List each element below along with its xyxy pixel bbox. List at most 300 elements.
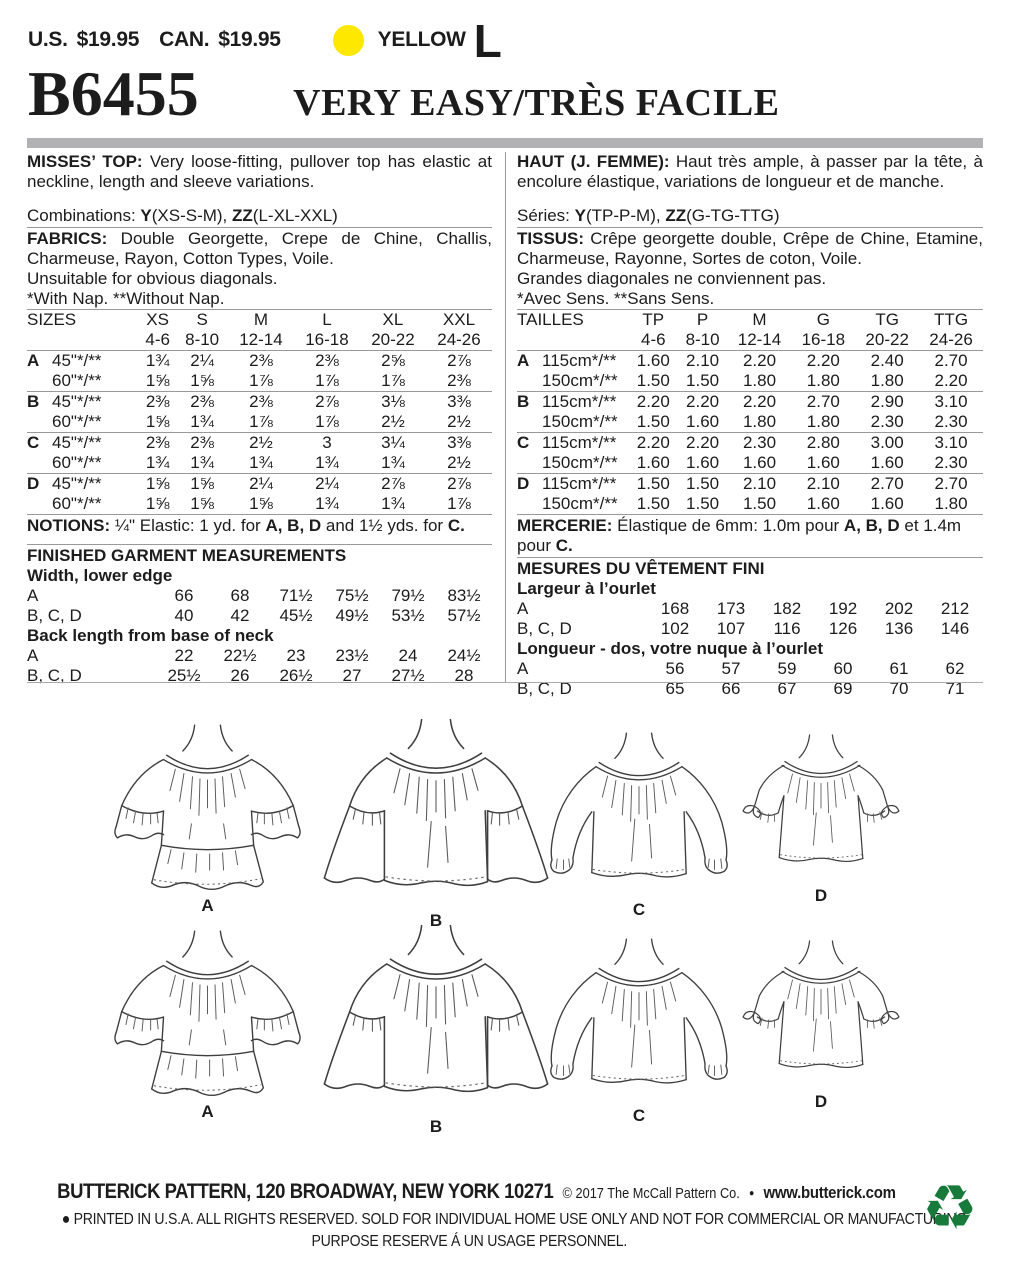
yardage-value: 1.60 xyxy=(870,494,904,513)
description-body-fr: Haut très ample, à passer par la tête, à encolure élastique, variations de longueur et de manche. xyxy=(517,152,983,191)
yardage-value: 1¾ xyxy=(145,453,170,472)
measure-row xyxy=(517,619,983,639)
measure-row-label: A xyxy=(27,586,39,605)
garment-description-en xyxy=(27,152,492,192)
yardage-value: 2.70 xyxy=(919,474,983,495)
combinations-line-en xyxy=(27,206,492,226)
yardage-value: 1.80 xyxy=(806,412,840,431)
view-c-front-illustration xyxy=(534,730,744,903)
view-letter xyxy=(27,494,52,515)
yardage-row xyxy=(27,351,492,372)
yardage-value: 2⅞ xyxy=(447,351,471,370)
view-letter: C xyxy=(27,433,52,454)
fabric-width: 60"*/** xyxy=(52,371,102,390)
yardage-value: 1⅞ xyxy=(315,371,339,390)
measure-row xyxy=(27,586,492,606)
fabrics-paragraph-en xyxy=(27,229,492,269)
measure-row-label: A xyxy=(27,646,39,665)
us-price-label: U.S. xyxy=(28,28,68,51)
yardage-value: 1⅝ xyxy=(145,412,170,431)
yardage-value: 1⅞ xyxy=(381,371,405,390)
measure-subtitle-row xyxy=(27,626,492,646)
yardage-value: 1⅞ xyxy=(447,494,471,513)
measure-value: 56 xyxy=(665,659,685,678)
yardage-value: 1.50 xyxy=(629,474,678,495)
yardage-value: 1.50 xyxy=(636,494,670,513)
yardage-value: 2¼ xyxy=(294,474,360,495)
view-b-back-illustration xyxy=(316,922,556,1120)
size-range: 12-14 xyxy=(728,330,792,351)
measure-value: 126 xyxy=(828,619,858,638)
measure-value: 25½ xyxy=(167,666,201,685)
garment-description-fr xyxy=(517,152,983,192)
view-a-back-label: A xyxy=(201,1102,214,1121)
yardage-value: 2.20 xyxy=(629,433,678,454)
yardage-value: 1¾ xyxy=(145,351,170,370)
yardage-value: 2.20 xyxy=(728,392,792,413)
yardage-value: 1¾ xyxy=(190,453,214,472)
yardage-value: 1⅞ xyxy=(315,412,339,431)
yardage-value: 2½ xyxy=(447,412,471,431)
skill-level-banner: VERY EASY/TRÈS FACILE xyxy=(293,82,780,124)
view-letter: A xyxy=(517,351,530,370)
yardage-value: 1.80 xyxy=(870,371,904,390)
measure-row-label: B, C, D xyxy=(517,619,572,638)
yardage-value: 2¼ xyxy=(228,474,294,495)
yardage-value: 2⅜ xyxy=(176,392,228,413)
yardage-row xyxy=(517,371,983,392)
view-d-front-figure xyxy=(726,732,916,906)
notions-view-c-fr: C. xyxy=(555,536,573,555)
yardage-value: 1.60 xyxy=(686,453,720,472)
fabric-width: 150cm*/** xyxy=(542,494,618,513)
header-divider-bar xyxy=(27,138,983,148)
table-header-row xyxy=(27,310,492,331)
notions-views-abd-en: A, B, D xyxy=(265,516,322,535)
measure-value: 28 xyxy=(454,666,474,685)
view-a-back-illustration xyxy=(100,928,315,1105)
view-c-back-figure xyxy=(534,936,744,1126)
yardage-value: 2½ xyxy=(381,412,405,431)
yardage-value: 2⅜ xyxy=(249,351,273,370)
measure-value: 61 xyxy=(889,659,909,678)
yardage-value: 1.60 xyxy=(686,412,720,431)
yardage-value: 2⅞ xyxy=(294,392,360,413)
footer-address-line xyxy=(0,1180,939,1204)
footer-bullet-icon: ● xyxy=(749,1188,755,1199)
fabrics-lead-en: FABRICS: xyxy=(27,229,108,248)
size-header: P xyxy=(696,310,709,329)
measure-subtitle: Largeur à l’ourlet xyxy=(517,579,656,598)
size-header: TP xyxy=(642,310,665,329)
measure-value: 42 xyxy=(230,606,250,625)
measure-value: 24 xyxy=(398,646,418,665)
yardage-value: 1.80 xyxy=(742,412,777,431)
measure-subtitle: Longueur - dos, votre nuque à l’ourlet xyxy=(517,639,824,658)
yardage-value: 1¾ xyxy=(190,412,214,431)
notions-body1-fr: Élastique de 6mm: 1.0m pour xyxy=(612,516,844,535)
footer-copyright: © 2017 The McCall Pattern Co. xyxy=(562,1186,740,1202)
measure-value: 22 xyxy=(174,646,194,665)
measure-value: 65 xyxy=(665,679,685,698)
view-b-front-figure xyxy=(316,716,556,931)
measure-value: 57½ xyxy=(447,606,481,625)
yardage-value: 1.50 xyxy=(686,371,720,390)
yardage-value: 1.50 xyxy=(678,474,728,495)
yardage-value: 3¼ xyxy=(360,433,426,454)
measure-value: 146 xyxy=(940,619,970,638)
measure-row-label: B, C, D xyxy=(27,606,82,625)
yardage-value: 1.50 xyxy=(636,371,670,390)
measurements-table-fr xyxy=(517,579,983,699)
notions-body2-en: and 1½ yds. for xyxy=(321,516,448,535)
size-header: XXL xyxy=(442,310,476,329)
measure-value: 59 xyxy=(777,659,797,678)
footer-rights-text: ● PRINTED IN U.S.A. ALL RIGHTS RESERVED. SOLD FOR INDIVIDUAL HOME USE ONLY AND NOT FOR COMMERCIAL OR MANUFACTURING xyxy=(61,1211,967,1228)
measure-row xyxy=(27,646,492,666)
measure-value: 40 xyxy=(174,606,194,625)
measure-value: 192 xyxy=(828,599,858,618)
measure-value: 23 xyxy=(286,646,306,665)
yardage-value: 2.30 xyxy=(934,453,968,472)
yardage-value: 2.20 xyxy=(806,351,840,370)
combinations-prefix-fr: Séries: xyxy=(517,206,575,225)
footer-company-address: BUTTERICK PATTERN, 120 BROADWAY, NEW YORK 10271 xyxy=(57,1180,554,1203)
size-range: 24-26 xyxy=(426,330,492,351)
size-range: 16-18 xyxy=(294,330,360,351)
size-range: 4-6 xyxy=(139,330,176,351)
pattern-number: B6455 xyxy=(28,58,199,129)
yardage-value: 1.50 xyxy=(686,494,720,513)
measure-row-label: B, C, D xyxy=(517,679,572,698)
yardage-row xyxy=(27,494,492,515)
description-body-en: Very loose-fitting, pullover top has elastic at neckline, length and sleeve variations. xyxy=(27,152,492,191)
yardage-row xyxy=(517,453,983,474)
measure-row xyxy=(517,599,983,619)
view-a-front-label: A xyxy=(201,896,214,915)
measure-value: 57 xyxy=(721,659,741,678)
measure-value: 45½ xyxy=(279,606,313,625)
info-columns xyxy=(27,152,983,698)
yardage-value: 1¾ xyxy=(315,494,339,513)
combination-y-en: Y xyxy=(140,206,152,225)
view-c-front-figure xyxy=(534,730,744,920)
envelope-size-letter: L xyxy=(473,15,502,67)
measure-value: 71 xyxy=(945,679,965,698)
measure-value: 68 xyxy=(230,586,250,605)
notions-body2-fr: et 1.4m pour xyxy=(517,516,962,555)
view-letter: D xyxy=(517,474,542,495)
yardage-value: 3.10 xyxy=(919,433,983,454)
yardage-value: 2.30 xyxy=(728,433,792,454)
view-b-back-label: B xyxy=(429,1117,443,1136)
description-lead-fr: HAUT (J. FEMME): xyxy=(517,152,670,171)
measure-value: 212 xyxy=(940,599,970,618)
table-corner-label: TAILLES xyxy=(517,310,584,329)
view-d-front-illustration xyxy=(726,732,916,889)
notions-lead-fr: MERCERIE: xyxy=(517,516,613,535)
yardage-value: 2.10 xyxy=(728,474,792,495)
view-letter: B xyxy=(517,392,542,413)
yardage-value: 1⅝ xyxy=(145,371,170,390)
notions-line-en xyxy=(27,516,492,536)
measure-value: 182 xyxy=(772,599,802,618)
yardage-row xyxy=(27,474,492,495)
yardage-value: 1⅝ xyxy=(249,494,273,513)
size-range: 8-10 xyxy=(176,330,228,351)
size-range: 20-22 xyxy=(855,330,919,351)
yardage-value: 2.70 xyxy=(791,392,855,413)
fabric-width: 115cm*/** xyxy=(542,351,617,370)
measure-value: 102 xyxy=(660,619,690,638)
view-a-front-illustration xyxy=(100,722,315,899)
yardage-value: 3 xyxy=(294,433,360,454)
fabrics-body-en: Double Georgette, Crepe de Chine, Challis, Charmeuse, Rayon, Cotton Types, Voile. xyxy=(27,229,492,268)
french-column xyxy=(505,152,983,698)
measure-subtitle: Back length from base of neck xyxy=(27,626,274,645)
yardage-value: 2.10 xyxy=(791,474,855,495)
yardage-value: 2.80 xyxy=(791,433,855,454)
divider xyxy=(517,227,983,228)
color-swatch-dot xyxy=(333,25,364,56)
measure-value: 168 xyxy=(660,599,690,618)
yardage-value: 3.10 xyxy=(919,392,983,413)
view-a-back-figure xyxy=(100,928,315,1122)
yardage-value: 2.20 xyxy=(742,351,777,370)
yardage-value: 2½ xyxy=(228,433,294,454)
can-price-value: $19.95 xyxy=(218,28,281,51)
yardage-value: 1⅝ xyxy=(145,494,170,513)
view-letter xyxy=(517,494,542,515)
measure-value: 67 xyxy=(777,679,797,698)
fabric-width: 115cm*/** xyxy=(542,392,629,413)
yardage-value: 2.20 xyxy=(678,433,728,454)
measure-value: 27 xyxy=(342,666,362,685)
notions-body1-en: ¼" Elastic: 1 yd. for xyxy=(110,516,266,535)
measurements-table-en xyxy=(27,566,492,686)
view-d-front-label: D xyxy=(814,886,828,905)
can-price-label: CAN. xyxy=(159,28,210,51)
notions-lead-en: NOTIONS: xyxy=(27,516,111,535)
yardage-row xyxy=(27,453,492,474)
measure-value: 60 xyxy=(833,659,853,678)
yardage-value: 1.60 xyxy=(742,453,777,472)
english-column xyxy=(27,152,505,685)
fabric-width: 45"*/** xyxy=(52,474,139,495)
combination-zz-en: ZZ xyxy=(232,206,253,225)
fabric-width: 45"*/** xyxy=(52,433,139,454)
yardage-value: 2.30 xyxy=(870,412,904,431)
yardage-value: 2⅞ xyxy=(360,474,426,495)
measure-value: 83½ xyxy=(447,586,481,605)
yardage-row xyxy=(517,433,983,454)
size-header: XS xyxy=(146,310,169,329)
yardage-value: 2¼ xyxy=(190,351,214,370)
view-letter: D xyxy=(27,474,52,495)
combination-y-sizes-en: (XS-S-M), xyxy=(151,206,233,225)
yardage-value: 1.60 xyxy=(806,453,840,472)
yardage-value: 2.20 xyxy=(629,392,678,413)
yardage-value: 3⅛ xyxy=(360,392,426,413)
yardage-row xyxy=(517,351,983,372)
yardage-value: 1.60 xyxy=(870,453,904,472)
view-a-front-figure xyxy=(100,722,315,916)
description-lead-en: MISSES’ TOP: xyxy=(27,152,143,171)
yardage-row xyxy=(27,433,492,454)
yardage-value: 2⅜ xyxy=(447,371,471,390)
measure-subtitle-row xyxy=(517,639,983,659)
yardage-value: 2⅞ xyxy=(426,474,492,495)
yardage-value: 2⅜ xyxy=(315,351,339,370)
yardage-value: 2⅜ xyxy=(139,392,176,413)
notions-line-fr xyxy=(517,516,983,556)
table-header-row xyxy=(517,310,983,331)
fabric-width: 60"*/** xyxy=(52,453,102,472)
notions-views-abd-fr: A, B, D xyxy=(843,516,900,535)
measure-value: 23½ xyxy=(335,646,369,665)
table-corner-label: SIZES xyxy=(27,310,77,329)
measure-row xyxy=(27,606,492,626)
yardage-row xyxy=(517,412,983,433)
measure-row-label: B, C, D xyxy=(27,666,82,685)
size-header: G xyxy=(816,310,830,329)
yardage-value: 2.20 xyxy=(678,392,728,413)
yardage-row xyxy=(27,371,492,392)
view-b-front-label: B xyxy=(429,911,443,930)
view-c-back-label: C xyxy=(632,1106,646,1125)
yardage-value: 1.50 xyxy=(742,494,777,513)
measure-value: 53½ xyxy=(391,606,425,625)
fabrics-paragraph-fr xyxy=(517,229,983,269)
yardage-row xyxy=(27,392,492,413)
size-header: L xyxy=(322,310,332,329)
yardage-value: 2⅜ xyxy=(176,433,228,454)
yardage-value: 1.60 xyxy=(636,453,670,472)
yardage-value: 2.10 xyxy=(686,351,720,370)
yardage-value: 2½ xyxy=(447,453,471,472)
yardage-value: 3.00 xyxy=(855,433,919,454)
footer-website: www.butterick.com xyxy=(763,1183,896,1202)
yardage-value: 1¾ xyxy=(315,453,339,472)
yardage-value: 1.60 xyxy=(636,351,670,370)
view-c-front-label: C xyxy=(632,900,646,919)
view-letter: B xyxy=(27,392,52,413)
yardage-value: 1.60 xyxy=(806,494,840,513)
us-price-value: $19.95 xyxy=(76,28,140,51)
yardage-value: 1⅝ xyxy=(190,494,214,513)
measure-row xyxy=(27,666,492,686)
measurements-title-en: FINISHED GARMENT MEASUREMENTS xyxy=(27,546,347,565)
fabric-width: 115cm*/** xyxy=(542,474,629,495)
yardage-value: 3⅜ xyxy=(426,392,492,413)
yardage-value: 2.20 xyxy=(934,371,968,390)
yardage-value: 1⅝ xyxy=(139,474,176,495)
measure-row-label: A xyxy=(517,599,529,618)
yardage-value: 3⅜ xyxy=(426,433,492,454)
measure-value: 69 xyxy=(833,679,853,698)
view-d-back-figure xyxy=(726,938,916,1112)
measure-row xyxy=(517,659,983,679)
combination-zz-sizes-en: (L-XL-XXL) xyxy=(252,206,338,225)
view-b-back-figure xyxy=(316,922,556,1137)
title-row xyxy=(28,58,981,130)
fabric-width: 45"*/** xyxy=(52,351,102,370)
yardage-value: 2.30 xyxy=(934,412,968,431)
divider xyxy=(517,557,983,558)
measure-row-label: A xyxy=(517,659,529,678)
size-range: 12-14 xyxy=(228,330,294,351)
measure-value: 71½ xyxy=(279,586,313,605)
yardage-value: 1⅝ xyxy=(190,371,214,390)
measure-value: 26½ xyxy=(279,666,313,685)
view-letter xyxy=(517,453,542,474)
yardage-row xyxy=(27,412,492,433)
measure-value: 27½ xyxy=(391,666,425,685)
size-range: 16-18 xyxy=(791,330,855,351)
measure-subtitle-row xyxy=(27,566,492,586)
yardage-value: 1⅞ xyxy=(249,412,273,431)
view-letter xyxy=(27,453,52,474)
measure-value: 62 xyxy=(945,659,965,678)
size-header: XL xyxy=(382,310,404,329)
yardage-value: 1¾ xyxy=(381,453,405,472)
yardage-table-en xyxy=(27,309,492,515)
yardage-row xyxy=(517,392,983,413)
view-letter xyxy=(27,412,52,433)
fabric-width: 60"*/** xyxy=(52,412,102,431)
measure-value: 24½ xyxy=(447,646,481,665)
size-range: 24-26 xyxy=(919,330,983,351)
fabric-width: 45"*/** xyxy=(52,392,139,413)
fabric-width: 150cm*/** xyxy=(542,412,618,431)
unsuitable-note-en: Unsuitable for obvious diagonals. xyxy=(27,269,278,288)
view-letter xyxy=(27,371,52,392)
yardage-value: 2⅜ xyxy=(228,392,294,413)
view-d-back-label: D xyxy=(814,1092,828,1111)
yardage-value: 2.70 xyxy=(934,351,968,370)
measure-value: 26 xyxy=(230,666,250,685)
combination-y-fr: Y xyxy=(574,206,586,225)
measure-value: 49½ xyxy=(335,606,369,625)
measure-value: 79½ xyxy=(391,586,425,605)
notions-view-c-en: C. xyxy=(447,516,465,535)
footer-rights-line xyxy=(0,1211,967,1229)
yardage-value: 1⅝ xyxy=(176,474,228,495)
yardage-value: 2.70 xyxy=(855,474,919,495)
combinations-line-fr xyxy=(517,206,983,226)
view-letter: C xyxy=(517,433,542,454)
measure-value: 116 xyxy=(773,619,801,638)
measure-value: 70 xyxy=(889,679,909,698)
combinations-prefix-en: Combinations: xyxy=(27,206,141,225)
yardage-value: 2.40 xyxy=(870,351,904,370)
fabrics-lead-fr: TISSUS: xyxy=(517,229,585,248)
yardage-table-fr xyxy=(517,309,983,515)
view-letter: A xyxy=(27,351,40,370)
nap-note-en: *With Nap. **Without Nap. xyxy=(27,289,225,308)
measure-subtitle: Width, lower edge xyxy=(27,566,173,585)
measure-value: 75½ xyxy=(335,586,369,605)
size-range: 20-22 xyxy=(360,330,426,351)
yardage-value: 1.50 xyxy=(636,412,670,431)
yardage-value: 1¾ xyxy=(381,494,405,513)
fabric-width: 150cm*/** xyxy=(542,453,618,472)
measure-value: 173 xyxy=(716,599,746,618)
measure-value: 66 xyxy=(721,679,741,698)
combination-y-sizes-fr: (TP-P-M), xyxy=(585,206,666,225)
fabric-width: 115cm*/** xyxy=(542,433,629,454)
measure-value: 22½ xyxy=(223,646,257,665)
